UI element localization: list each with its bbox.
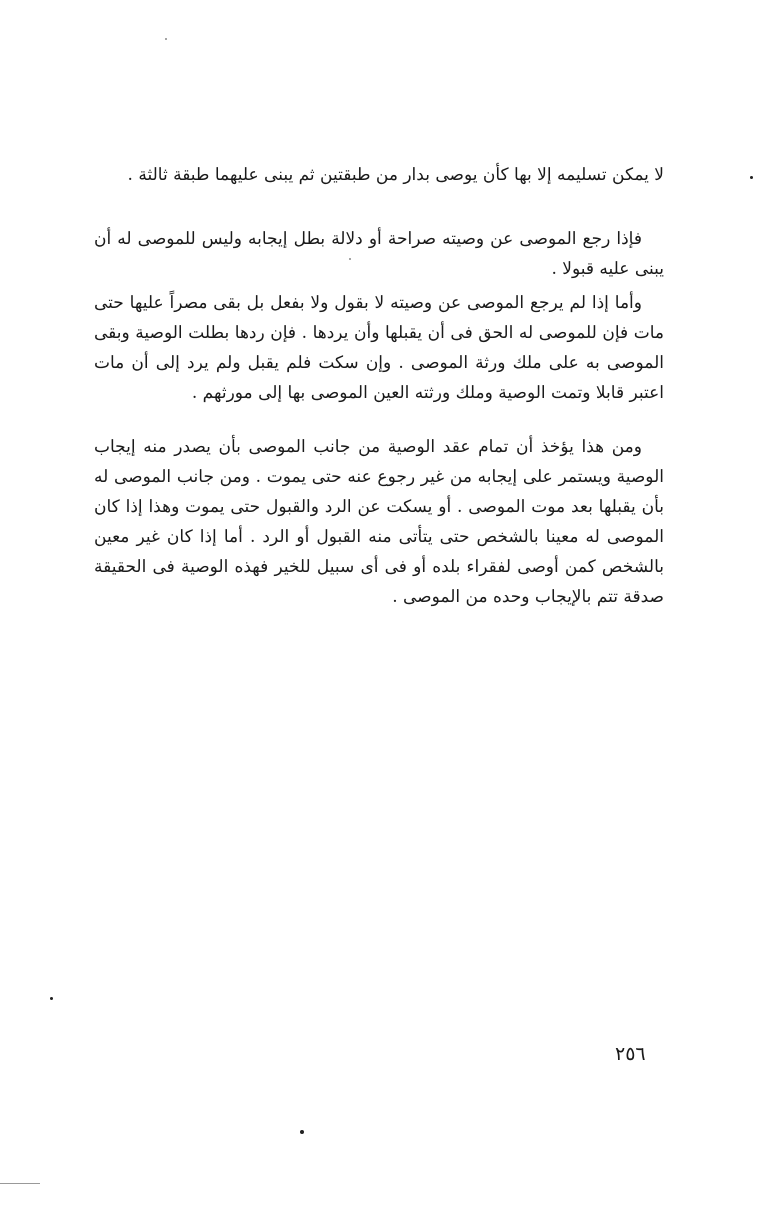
scan-speck <box>50 997 53 1000</box>
scan-speck <box>750 176 753 179</box>
paragraph-1-text: لا يمكن تسليمه إلا بها كأن يوصى بدار من طبقتين ثم يبنى عليهما طبقة ثالثة . <box>127 165 664 185</box>
page-number: ٢٥٦ <box>615 1043 646 1065</box>
paragraph-4-text: ومن هذا يؤخذ أن تمام عقد الوصية من جانب الموصى بأن يصدر منه إيجاب الوصية ويستمر على إيجابه من غير رجوع عنه حتى يموت . ومن جانب الموصى له بأن يقبلها بعد موت الموصى . أو يسكت عن الرد والقبول حتى يموت وهذا إذا كان الموصى له معينا بالشخص حتى يتأتى منه القبول أو الرد . أما إذا كان غير معين بالشخص كمن أوصى لفقراء بلده أو فى أى سبيل للخير فهذه الوصية فى الحقيقة صدقة تتم بالإيجاب وحده من الموصى . <box>94 437 664 607</box>
scan-edge-line <box>0 1183 40 1184</box>
paragraph-4 <box>94 432 664 612</box>
scan-speck <box>165 38 167 40</box>
scan-speck <box>300 1130 304 1134</box>
paragraph-2 <box>94 224 664 284</box>
paragraph-2-text: فإذا رجع الموصى عن وصيته صراحة أو دلالة بطل إيجابه وليس للموصى له أن يبنى عليه قبولا . <box>94 229 664 279</box>
paragraph-3-text: وأما إذا لم يرجع الموصى عن وصيته لا بقول ولا بفعل بل بقى مصراً عليها حتى مات فإن للموصى له الحق فى أن يقبلها وأن يردها . فإن ردها بطلت الوصية وبقى الموصى به على ملك ورثة الموصى . وإن سكت فلم يقبل ولم يرد إلى أن مات اعتبر قابلا وتمت الوصية وملك ورثته العين الموصى بها إلى مورثهم . <box>94 293 664 403</box>
scan-speck <box>349 258 351 260</box>
paragraph-1 <box>94 160 664 190</box>
paragraph-3 <box>94 288 664 408</box>
